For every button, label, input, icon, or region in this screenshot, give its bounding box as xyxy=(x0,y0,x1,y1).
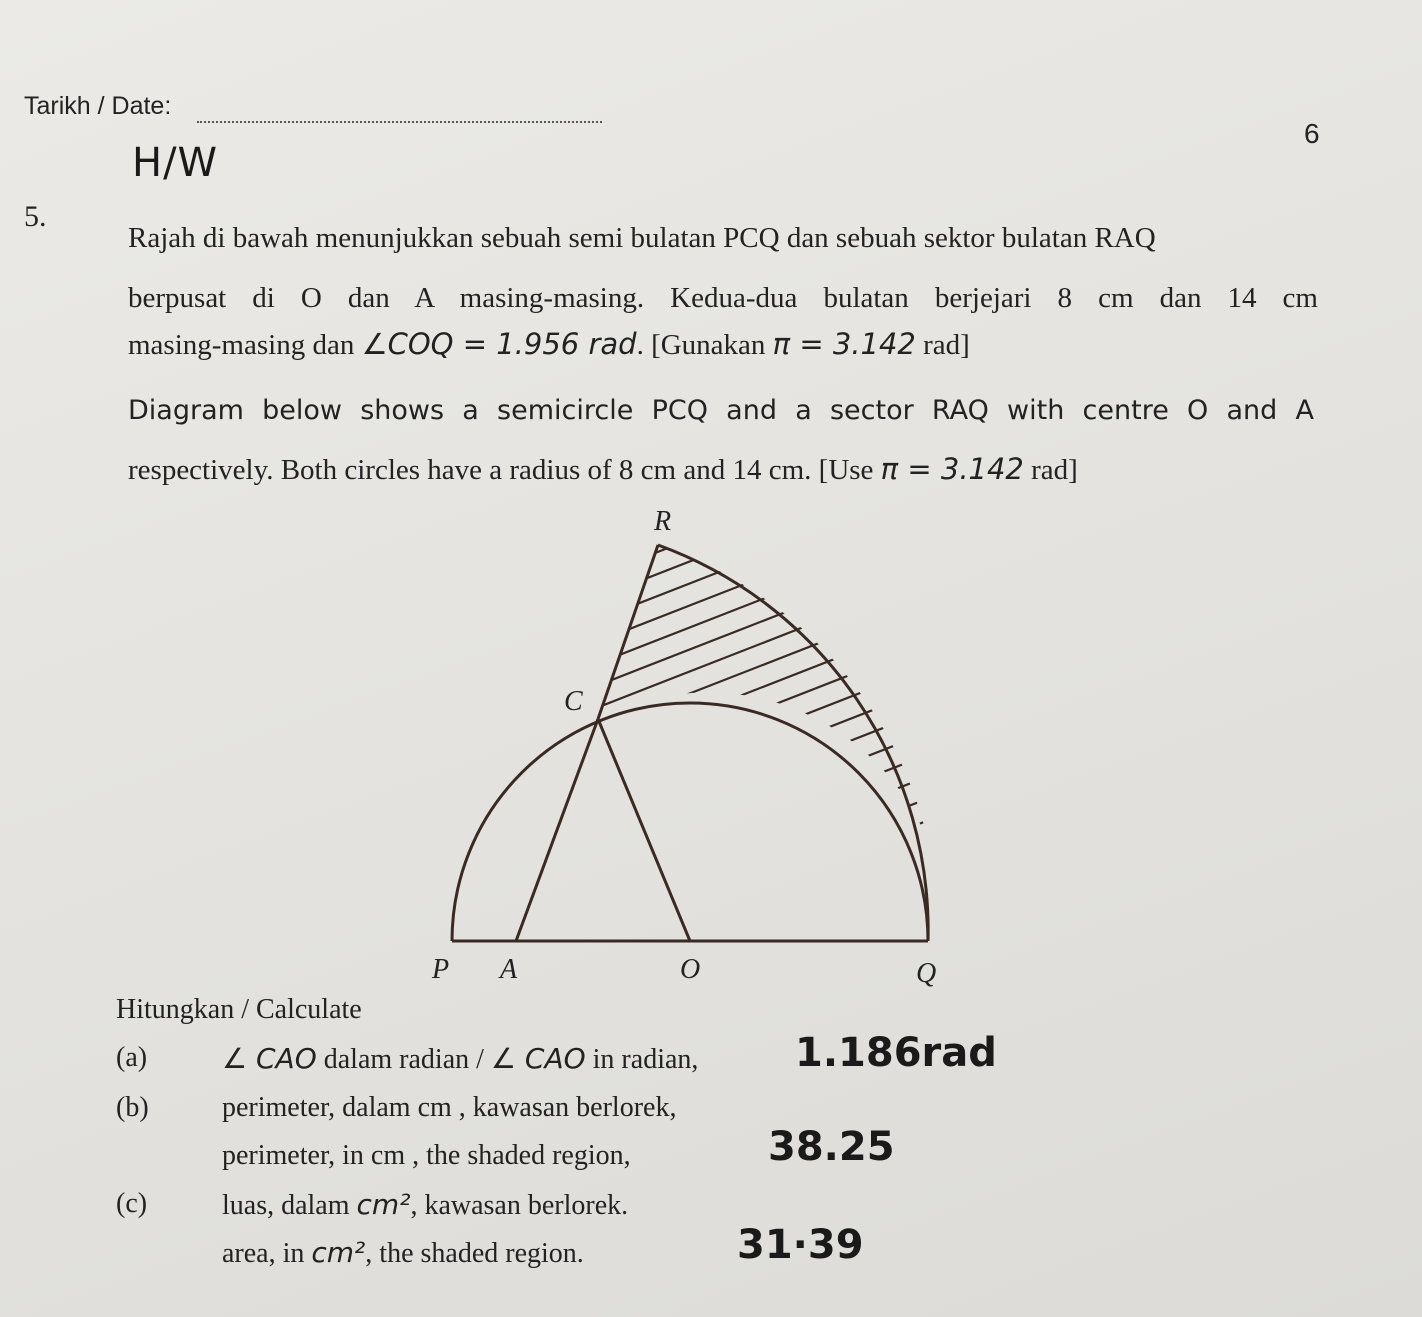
hatch-line xyxy=(550,918,960,1000)
handwritten-answer-a: 1.186rad xyxy=(795,1030,997,1076)
hatch-line xyxy=(550,830,960,990)
handwritten-note: H/W xyxy=(132,140,219,186)
hatch-line xyxy=(550,522,960,682)
text-span: masing-masing dan xyxy=(128,329,362,361)
text-span: area, in xyxy=(222,1238,312,1269)
text-span: in radian, xyxy=(585,1044,699,1075)
question-number: 5. xyxy=(24,200,47,233)
hatch-line xyxy=(550,610,960,770)
geometry-diagram xyxy=(400,500,1000,1000)
hatch-line xyxy=(550,896,960,1000)
hatch-line xyxy=(550,852,960,1000)
text-span: rad] xyxy=(915,329,970,361)
handwritten-answer-c: 31·39 xyxy=(737,1222,864,1268)
item-label-b: (b) xyxy=(116,1092,149,1123)
text-span: luas, dalam xyxy=(222,1190,357,1221)
label-q: Q xyxy=(916,958,937,989)
hatch-line xyxy=(550,588,960,748)
hatch-line xyxy=(550,742,960,902)
hatch-line xyxy=(550,500,960,528)
hatch-line xyxy=(550,808,960,968)
hatch-line xyxy=(550,566,960,726)
hatch-line xyxy=(550,500,960,550)
item-label-a: (a) xyxy=(116,1042,148,1073)
pi-value: π = 3.142 xyxy=(880,452,1024,486)
segment-ar xyxy=(598,545,658,719)
label-p: P xyxy=(432,954,450,985)
text-span: . [Gunakan xyxy=(636,329,773,361)
hatch-line xyxy=(550,786,960,946)
question-malay-line-2: berpusat di O dan A masing-masing. Kedua-dua bulatan berjejari 8 cm dan 14 cm xyxy=(128,282,1318,314)
segment-oc xyxy=(598,719,690,941)
item-label-c: (c) xyxy=(116,1188,148,1219)
item-text-c-english xyxy=(222,1236,584,1270)
hatch-line xyxy=(550,500,960,660)
hatch-line xyxy=(550,764,960,924)
calculate-heading: Hitungkan / Calculate xyxy=(116,994,362,1025)
item-text-c-malay xyxy=(222,1188,628,1222)
hatch-line xyxy=(550,676,960,836)
pi-value: π = 3.142 xyxy=(772,327,916,361)
item-text-a xyxy=(222,1042,698,1076)
angle-expression: ∠COQ = 1.956 rad xyxy=(361,327,637,361)
unit-cm2: cm² xyxy=(356,1188,411,1221)
date-label: Tarikh / Date: xyxy=(24,92,172,120)
item-text-b-english: perimeter, in cm , the shaded region, xyxy=(222,1140,631,1171)
question-english-line-1: Diagram below shows a semicircle PCQ and a sector RAQ with centre O and A xyxy=(128,395,1314,426)
page-number: 6 xyxy=(1304,118,1320,149)
text-span: , kawasan berlorek. xyxy=(410,1190,629,1221)
text-span: respectively. Both circles have a radius of 8 cm and 14 cm. [Use xyxy=(128,454,881,486)
hatch-line xyxy=(550,500,960,594)
text-span: , the shaded region. xyxy=(365,1238,584,1269)
label-c: C xyxy=(564,686,583,717)
hatch-line xyxy=(550,500,960,638)
angle-expression: ∠ CAO xyxy=(490,1042,586,1075)
label-r: R xyxy=(654,506,672,537)
label-o: O xyxy=(680,954,701,985)
question-english-line-2 xyxy=(128,452,1078,487)
question-malay-line-3 xyxy=(128,327,970,362)
question-malay-line-1: Rajah di bawah menunjukkan sebuah semi bulatan PCQ dan sebuah sektor bulatan RAQ xyxy=(128,222,1156,254)
hatch-line xyxy=(550,500,960,572)
hatch-line xyxy=(550,720,960,880)
hatch-line xyxy=(550,500,960,616)
hatch-line xyxy=(550,940,960,1000)
hatch-line xyxy=(550,500,960,506)
hatch-line xyxy=(550,984,960,1000)
date-line xyxy=(197,121,602,123)
handwritten-answer-b: 38.25 xyxy=(768,1124,895,1170)
sector-arc-rq xyxy=(658,545,928,941)
segment-ac xyxy=(516,719,598,941)
angle-expression: ∠ CAO xyxy=(222,1042,317,1075)
text-span: rad] xyxy=(1023,454,1078,486)
unit-cm2: cm² xyxy=(311,1236,366,1269)
label-a: A xyxy=(500,954,518,985)
hatch-line xyxy=(550,874,960,1000)
text-span: dalam radian / xyxy=(316,1044,491,1075)
item-text-b-malay: perimeter, dalam cm , kawasan berlorek, xyxy=(222,1092,677,1123)
hatch-line xyxy=(550,962,960,1000)
